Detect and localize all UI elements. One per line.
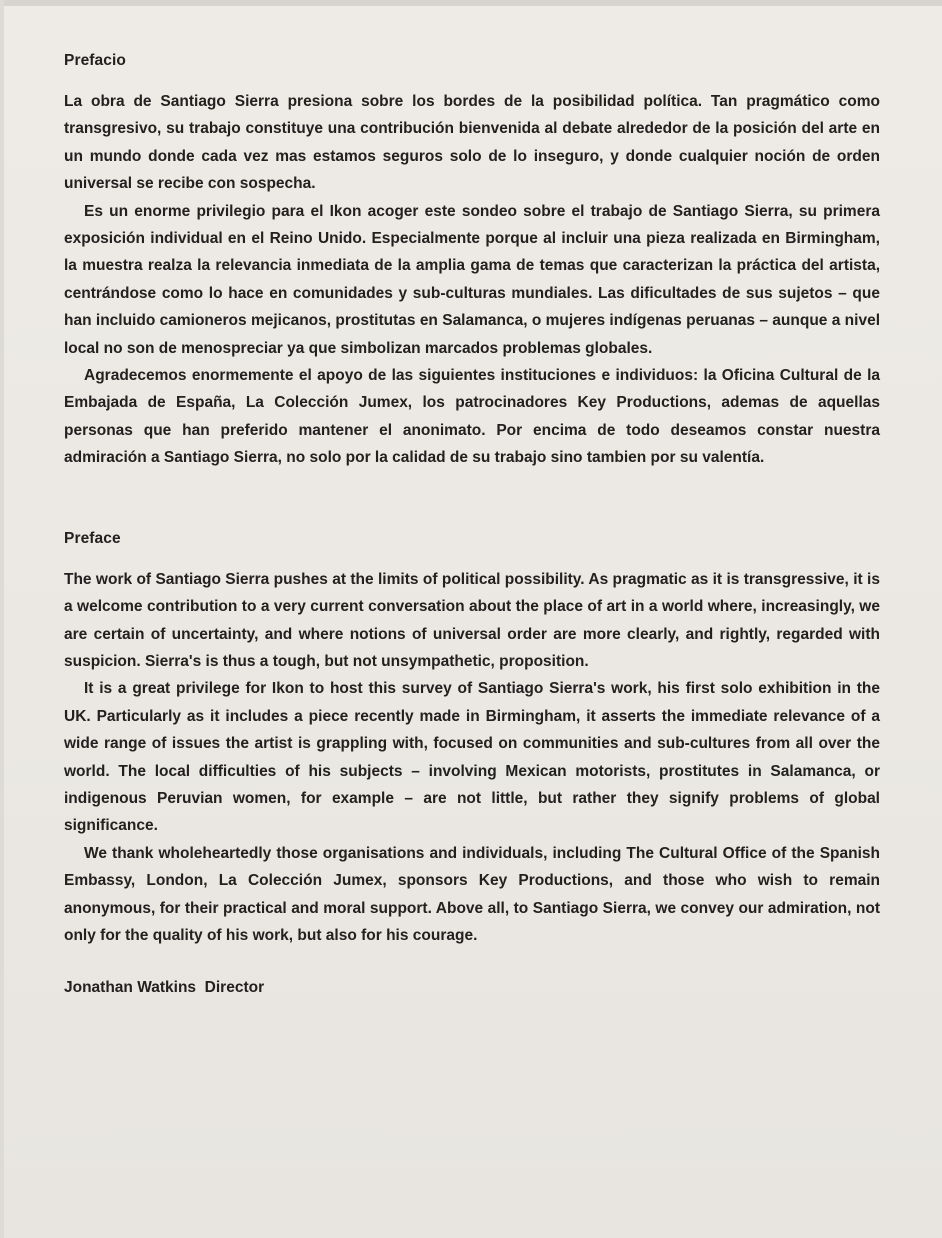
english-heading: Preface xyxy=(64,529,121,547)
spanish-heading: Prefacio xyxy=(64,52,126,69)
english-paragraph-3: We thank wholeheartedly those organisations and individuals, including The Cultural Office of the Spanish Embassy, London, La Colección Jumex, sponsors Key Productions, and those who wish to remain anonymous, for their practical and moral support. Above all, to Santiago Sierra, we convey our admiration, not only for the quality of his work, but also for his courage. xyxy=(64,844,880,944)
signature: Jonathan Watkins Director xyxy=(64,979,265,997)
english-paragraph-2: It is a great privilege for Ikon to host this survey of Santiago Sierra's work, his first solo exhibition in the UK. Particularly as it includes a piece recently made in Birmingham, it asserts the immediate relevance of a wide range of issues the artist is grappling with, focused on communities and sub-cultures from all over the world. The local difficulties of his subjects – involving Mexican motorists, prostitutes in Salamanca, or indigenous Peruvian women, for example – are not little, but rather they signify problems of global significance. xyxy=(64,680,880,835)
page-left-edge xyxy=(0,0,4,1238)
page-top-edge xyxy=(0,0,942,6)
spanish-paragraph-1: La obra de Santiago Sierra presiona sobre los bordes de la posibilidad política. Tan pragmático como transgresivo, su trabajo constituye una contribución bienvenida al debate alrededor de la posición del arte en un mundo donde cada vez mas estamos seguros solo de lo inseguro, y donde cualquier noción de orden universal se recibe con sospecha. xyxy=(64,93,880,193)
spanish-paragraph-3: Agradecemos enormemente el apoyo de las siguientes instituciones e individuos: la Oficina Cultural de la Embajada de España, La Colección Jumex, los patrocinadores Key Productions, ademas de aquellas personas que han preferido mantener el anonimato. Por encima de todo deseamos constar nuestra admiración a Santiago Sierra, no solo por la calidad de su trabajo sino tambien por su valentía. xyxy=(64,367,880,467)
english-paragraph-1: The work of Santiago Sierra pushes at the limits of political possibility. As pragmatic as it is transgressive, it is a welcome contribution to a very current conversation about the place of art in a world where, increasingly, we are certain of uncertainty, and where notions of universal order are more clearly, and rightly, regarded with suspicion. Sierra's is thus a tough, but not unsympathetic, proposition. xyxy=(64,570,880,670)
spanish-paragraph-2: Es un enorme privilegio para el Ikon acoger este sondeo sobre el trabajo de Santiago Sierra, su primera exposición individual en el Reino Unido. Especialmente porque al incluir una pieza realizada en Birmingham, la muestra realza la relevancia inmediata de la amplia gama de temas que caracterizan la práctica del artista, centrándose como lo hace en comunidades y sub-culturas mundiales. Las dificultades de sus sujetos – que han incluido camioneros mejicanos, prostitutas en Salamanca, o mujeres indígenas peruanas – aunque a nivel local no son de menospreciar ya que simbolizan marcados problemas globales. xyxy=(64,202,880,357)
preface-content xyxy=(64,52,880,997)
